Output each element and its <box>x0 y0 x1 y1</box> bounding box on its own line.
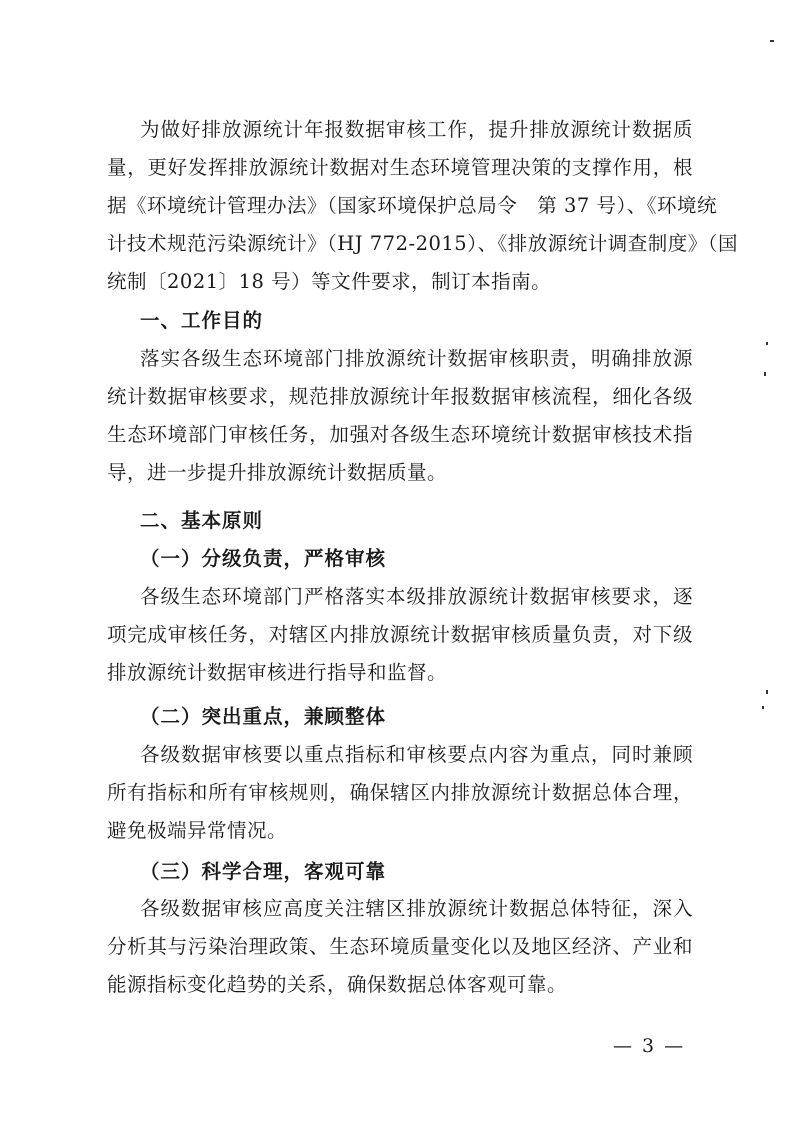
sub2-line-1: 各级数据审核要以重点指标和审核要点内容为重点，同时兼顾 <box>140 743 693 766</box>
scan-speck <box>770 40 774 42</box>
sub1-line-1: 各级生态环境部门严格落实本级排放源统计数据审核要求，逐 <box>140 585 693 608</box>
scan-speck <box>762 706 764 709</box>
subheading-focus-overall: （二）突出重点，兼顾整体 <box>140 705 387 728</box>
scan-speck <box>766 690 768 694</box>
section1-line-2: 统计数据审核要求，规范排放源统计年报数据审核流程，细化各级 <box>107 385 693 408</box>
intro-line-2: 量，更好发挥排放源统计数据对生态环境管理决策的支撑作用，根 <box>107 156 693 179</box>
sub1-line-3: 排放源统计数据审核进行指导和监督。 <box>107 661 448 684</box>
section-heading-purpose: 一、工作目的 <box>140 309 264 332</box>
sub1-line-2: 项完成审核任务，对辖区内排放源统计数据审核质量负责，对下级 <box>107 623 693 646</box>
intro-line-3: 据《环境统计管理办法》（国家环境保护总局令 第 37 号）、《环境统 <box>107 194 717 217</box>
scan-speck <box>766 342 768 345</box>
section1-line-1: 落实各级生态环境部门排放源统计数据审核职责，明确排放源 <box>140 347 693 370</box>
intro-line-1: 为做好排放源统计年报数据审核工作，提升排放源统计数据质 <box>140 118 693 141</box>
subheading-graded-responsibility: （一）分级负责，严格审核 <box>140 547 387 570</box>
section-heading-principles: 二、基本原则 <box>140 509 264 532</box>
section1-line-3: 生态环境部门审核任务，加强对各级生态环境统计数据审核技术指 <box>107 423 693 446</box>
page-number: — 3 — <box>613 1035 686 1057</box>
intro-line-5: 统制〔2021〕18 号）等文件要求，制订本指南。 <box>107 270 552 293</box>
sub3-line-2: 分析其与污染治理政策、生态环境质量变化以及地区经济、产业和 <box>107 935 693 958</box>
sub2-line-2: 所有指标和所有审核规则，确保辖区内排放源统计数据总体合理， <box>107 781 693 804</box>
sub3-line-1: 各级数据审核应高度关注辖区排放源统计数据总体特征，深入 <box>140 897 693 920</box>
subheading-scientific-objective: （三）科学合理，客观可靠 <box>140 860 387 883</box>
sub3-line-3: 能源指标变化趋势的关系，确保数据总体客观可靠。 <box>107 973 568 996</box>
sub2-line-3: 避免极端异常情况。 <box>107 819 288 842</box>
scan-speck <box>764 372 766 376</box>
intro-line-4: 计技术规范污染源统计》（HJ 772-2015）、《排放源统计调查制度》（国 <box>107 232 738 255</box>
section1-line-4: 导，进一步提升排放源统计数据质量。 <box>107 461 448 484</box>
